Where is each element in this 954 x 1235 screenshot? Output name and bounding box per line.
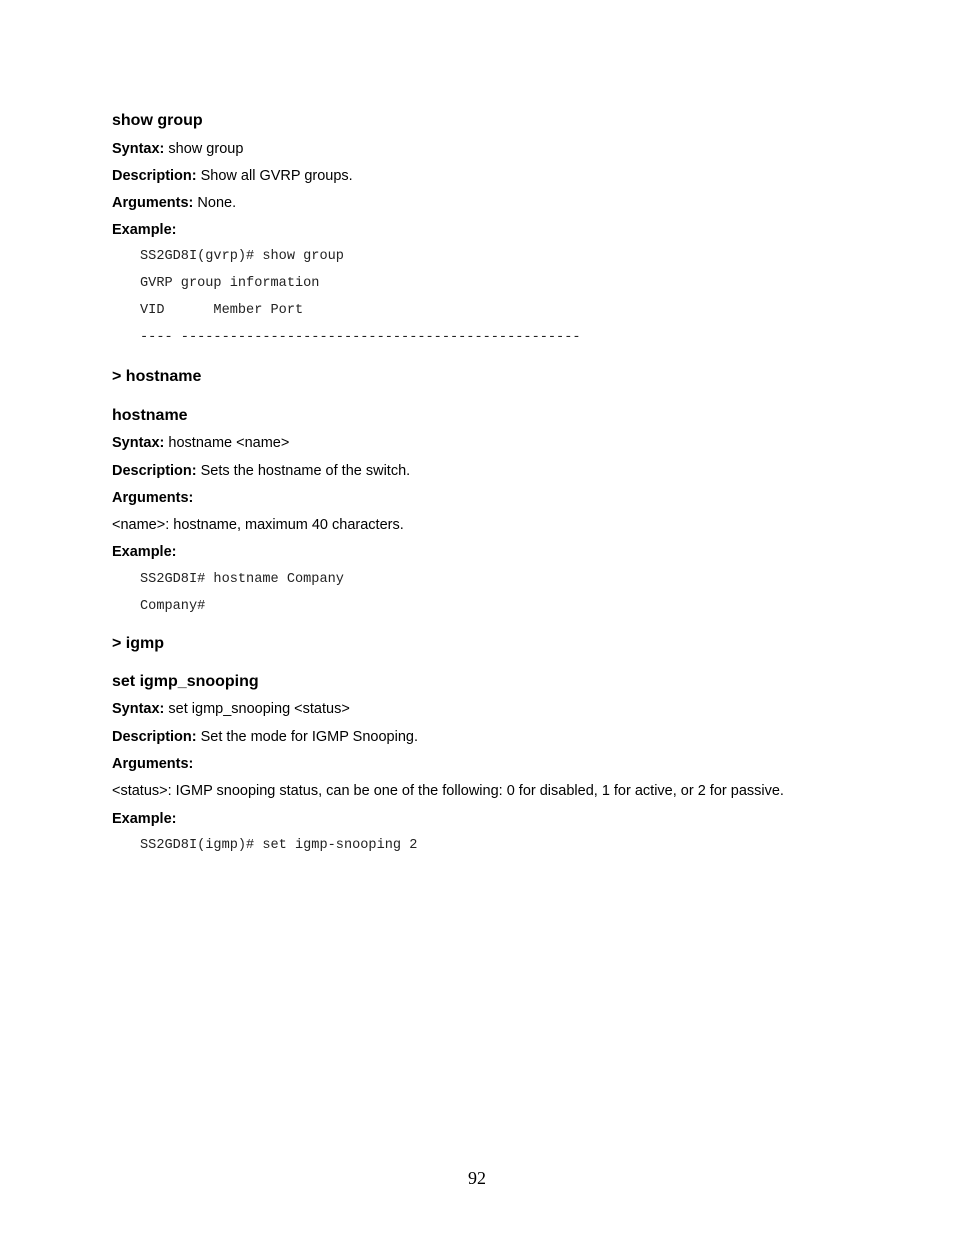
command-title: hostname — [112, 407, 188, 424]
description-label: Description: — [112, 729, 197, 745]
description-line — [112, 167, 892, 185]
description-value: Show all GVRP groups. — [196, 168, 353, 184]
description-value: Sets the hostname of the switch. — [196, 463, 411, 479]
arguments-label: Arguments: — [112, 195, 194, 211]
command-title: set igmp_snooping — [112, 673, 259, 690]
command-title: show group — [112, 112, 203, 129]
code-line: SS2GD8I# hostname Company — [140, 572, 344, 587]
code-line: ---- ------------------------------------------------- — [140, 330, 581, 345]
syntax-label: Syntax: — [112, 701, 165, 717]
category-heading: > igmp — [112, 635, 165, 652]
description-label: Description: — [112, 463, 197, 479]
example-label: Example: — [112, 811, 177, 827]
description-line — [112, 728, 892, 746]
description-line — [112, 462, 892, 480]
syntax-line — [112, 434, 892, 452]
syntax-value: hostname <name> — [164, 435, 290, 451]
code-line: SS2GD8I(igmp)# set igmp-snooping 2 — [140, 838, 418, 853]
arguments-value: None. — [193, 195, 237, 211]
code-line: GVRP group information — [140, 276, 320, 291]
description-label: Description: — [112, 168, 197, 184]
description-value: Set the mode for IGMP Snooping. — [196, 729, 418, 745]
syntax-value: set igmp_snooping <status> — [164, 701, 350, 717]
page-number: 92 — [468, 1168, 486, 1188]
category-heading: > hostname — [112, 368, 202, 385]
arguments-label: Arguments: — [112, 756, 194, 772]
arguments-detail: <status>: IGMP snooping status, can be one of the following: 0 for disabled, 1 for active, or 2 for passive. — [112, 783, 784, 799]
syntax-line — [112, 700, 892, 718]
syntax-line — [112, 140, 892, 158]
example-label: Example: — [112, 222, 177, 238]
document-page — [112, 111, 892, 855]
code-line: SS2GD8I(gvrp)# show group — [140, 249, 344, 264]
syntax-label: Syntax: — [112, 435, 165, 451]
code-line: Company# — [140, 599, 206, 614]
syntax-value: show group — [164, 141, 244, 157]
arguments-line — [112, 194, 892, 212]
syntax-label: Syntax: — [112, 141, 165, 157]
arguments-label: Arguments: — [112, 490, 194, 506]
arguments-detail: <name>: hostname, maximum 40 characters. — [112, 517, 404, 533]
example-label: Example: — [112, 544, 177, 560]
code-line: VID Member Port — [140, 303, 304, 318]
